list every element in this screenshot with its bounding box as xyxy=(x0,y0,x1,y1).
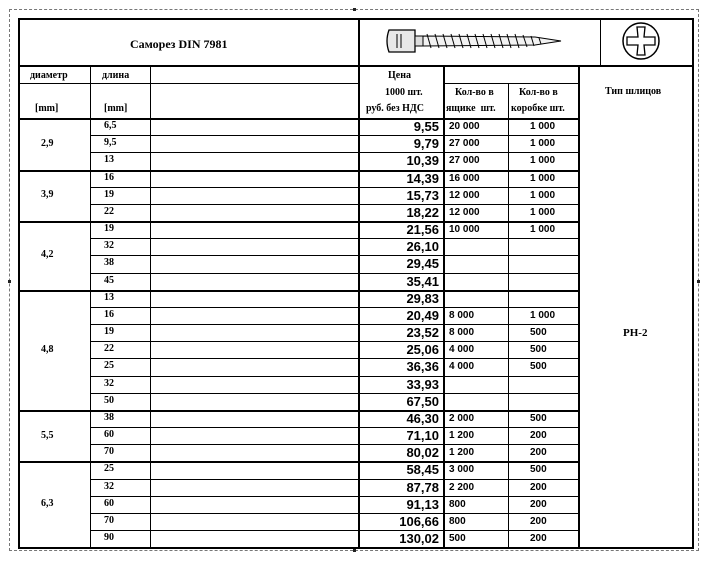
row-line xyxy=(90,496,578,497)
cell-carton-qty: 1 000 xyxy=(530,138,556,150)
cell-diameter: 3,9 xyxy=(41,189,54,201)
header-carton-line1: Кол-во в xyxy=(519,87,558,98)
price-header-split xyxy=(443,83,578,84)
cell-box-qty: 12 000 xyxy=(449,189,480,201)
table-border-bottom xyxy=(18,547,694,549)
cell-carton-qty: 1 000 xyxy=(530,121,556,132)
cell-box-qty: 4 000 xyxy=(449,361,475,373)
row-line xyxy=(90,358,578,359)
cell-price: 9,55 xyxy=(413,119,439,134)
row-line xyxy=(90,324,578,325)
cell-price: 9,79 xyxy=(413,136,439,152)
cell-price: 67,50 xyxy=(406,393,439,409)
group-divider xyxy=(18,290,578,292)
header-carton-line2: коробке шт. xyxy=(511,103,565,114)
row-line xyxy=(90,376,578,377)
group-divider xyxy=(18,410,578,412)
cell-box-qty: 2 200 xyxy=(449,481,475,493)
cell-length: 6,5 xyxy=(104,120,117,131)
cell-length: 13 xyxy=(104,291,114,303)
column-line-slot xyxy=(578,65,580,547)
cell-diameter: 6,3 xyxy=(41,498,54,510)
table-border-top xyxy=(18,18,694,20)
cell-box-qty: 1 200 xyxy=(449,447,475,459)
cell-diameter: 5,5 xyxy=(41,429,54,441)
row-line xyxy=(90,530,578,531)
cell-length: 32 xyxy=(104,480,114,492)
cell-carton-qty: 500 xyxy=(530,464,547,476)
cell-price: 14,39 xyxy=(406,170,439,186)
cell-carton-qty: 1 000 xyxy=(530,206,556,218)
row-line xyxy=(90,513,578,514)
cell-length: 60 xyxy=(104,497,114,509)
header-bottom xyxy=(18,118,578,120)
cell-carton-qty: 1 000 xyxy=(530,172,556,184)
header-length: длина xyxy=(102,70,130,81)
row-line xyxy=(90,152,578,153)
cell-length: 19 xyxy=(104,223,114,235)
cell-price: 35,41 xyxy=(406,273,439,289)
cell-carton-qty: 200 xyxy=(530,481,547,493)
table-border-left xyxy=(18,18,20,549)
cell-box-qty: 12 000 xyxy=(449,206,480,218)
cell-carton-qty: 500 xyxy=(530,361,547,373)
cell-length: 90 xyxy=(104,532,114,544)
cell-carton-qty: 1 000 xyxy=(530,189,556,201)
cell-carton-qty: 200 xyxy=(530,498,547,510)
cell-carton-qty: 200 xyxy=(530,430,547,442)
cell-carton-qty: 1 000 xyxy=(530,155,556,167)
cell-carton-qty: 200 xyxy=(530,515,547,527)
header-box-line1: Кол-во в xyxy=(455,87,494,98)
cell-carton-qty: 500 xyxy=(530,327,547,339)
row-line xyxy=(90,444,578,445)
header-diameter: диаметр xyxy=(30,70,68,81)
cell-length: 22 xyxy=(104,205,114,217)
cell-box-qty: 800 xyxy=(449,498,466,510)
row-line xyxy=(90,307,578,308)
row-line xyxy=(90,427,578,428)
cell-box-qty: 27 000 xyxy=(449,155,480,167)
cell-length: 38 xyxy=(104,411,114,423)
cell-price: 91,13 xyxy=(406,496,439,512)
cell-box-qty: 3 000 xyxy=(449,464,475,476)
cell-box-qty: 800 xyxy=(449,515,466,527)
cell-price: 20,49 xyxy=(406,307,439,323)
cell-carton-qty: 1 000 xyxy=(530,224,556,236)
row-line xyxy=(90,393,578,394)
icon-divider xyxy=(600,18,601,65)
cell-price: 10,39 xyxy=(406,153,439,169)
cell-price: 26,10 xyxy=(406,239,439,255)
cell-carton-qty: 200 xyxy=(530,447,547,459)
cell-price: 58,45 xyxy=(406,462,439,478)
cell-price: 36,36 xyxy=(406,359,439,375)
cell-price: 29,83 xyxy=(406,290,439,306)
cell-box-qty: 10 000 xyxy=(449,224,480,236)
resize-handle-bottom[interactable] xyxy=(353,549,356,552)
cell-length: 60 xyxy=(104,429,114,441)
cell-price: 33,93 xyxy=(406,376,439,392)
cell-price: 25,06 xyxy=(406,342,439,358)
cell-price: 71,10 xyxy=(406,428,439,444)
cell-length: 22 xyxy=(104,343,114,355)
page-title: Саморез DIN 7981 xyxy=(130,37,228,51)
cell-box-qty: 8 000 xyxy=(449,327,475,339)
cell-length: 25 xyxy=(104,463,114,475)
cell-price: 46,30 xyxy=(406,410,439,426)
cell-price: 23,52 xyxy=(406,325,439,341)
cell-carton-qty: 200 xyxy=(530,533,547,545)
cell-length: 70 xyxy=(104,446,114,458)
table-border-right xyxy=(692,18,694,549)
header-price-line2: 1000 шт. xyxy=(385,87,423,98)
group-divider xyxy=(18,221,578,223)
cell-box-qty: 2 000 xyxy=(449,412,475,424)
cell-length: 9,5 xyxy=(104,137,117,149)
cell-carton-qty: 500 xyxy=(530,412,547,424)
row-line xyxy=(90,187,578,188)
cell-length: 32 xyxy=(104,240,114,252)
cell-length: 38 xyxy=(104,257,114,269)
cell-diameter: 4,2 xyxy=(41,249,54,261)
row-line xyxy=(90,273,578,274)
group-divider xyxy=(18,461,578,463)
cell-length: 70 xyxy=(104,514,114,526)
cell-price: 106,66 xyxy=(399,513,439,529)
header-box-line2: ящике шт. xyxy=(446,103,496,114)
header-price-line1: Цена xyxy=(388,70,411,81)
cell-box-qty: 500 xyxy=(449,533,466,545)
cell-box-qty: 1 200 xyxy=(449,430,475,442)
phillips-cross-icon xyxy=(620,20,662,62)
row-line xyxy=(90,135,578,136)
cell-price: 21,56 xyxy=(406,222,439,238)
slot-type-value: PH-2 xyxy=(623,327,648,339)
row-line xyxy=(90,255,578,256)
cell-length: 13 xyxy=(104,154,114,166)
resize-handle-top[interactable] xyxy=(353,8,356,11)
header-divider xyxy=(18,65,694,67)
cell-box-qty: 27 000 xyxy=(449,138,480,150)
header-unit-line xyxy=(18,83,358,84)
cell-diameter: 2,9 xyxy=(41,137,54,149)
header-price-line3: руб. без НДС xyxy=(366,103,425,114)
cell-length: 25 xyxy=(104,360,114,372)
screw-icon xyxy=(385,24,565,58)
row-line xyxy=(90,238,578,239)
cell-carton-qty: 1 000 xyxy=(530,309,556,321)
cell-diameter: 4,8 xyxy=(41,343,54,355)
title-divider xyxy=(358,18,360,547)
cell-price: 15,73 xyxy=(406,187,439,203)
cell-box-qty: 4 000 xyxy=(449,344,475,356)
cell-price: 130,02 xyxy=(399,531,439,547)
cell-box-qty: 8 000 xyxy=(449,309,475,321)
cell-price: 80,02 xyxy=(406,445,439,461)
header-diameter-unit: [mm] xyxy=(35,103,59,114)
cell-box-qty: 20 000 xyxy=(449,121,480,132)
cell-price: 87,78 xyxy=(406,479,439,495)
cell-length: 16 xyxy=(104,171,114,183)
cell-length: 19 xyxy=(104,326,114,338)
cell-length: 45 xyxy=(104,274,114,286)
cell-length: 32 xyxy=(104,377,114,389)
cell-price: 29,45 xyxy=(406,256,439,272)
header-slot-type: Тип шлицов xyxy=(605,86,662,97)
cell-length: 16 xyxy=(104,308,114,320)
resize-handle-right[interactable] xyxy=(697,280,700,283)
cell-carton-qty: 500 xyxy=(530,344,547,356)
resize-handle-left[interactable] xyxy=(8,280,11,283)
cell-box-qty: 16 000 xyxy=(449,172,480,184)
group-divider xyxy=(18,170,578,172)
header-length-unit: [mm] xyxy=(104,103,128,114)
row-line xyxy=(90,479,578,480)
cell-price: 18,22 xyxy=(406,204,439,220)
row-line xyxy=(90,204,578,205)
cell-length: 50 xyxy=(104,394,114,406)
cell-length: 19 xyxy=(104,188,114,200)
row-line xyxy=(90,341,578,342)
